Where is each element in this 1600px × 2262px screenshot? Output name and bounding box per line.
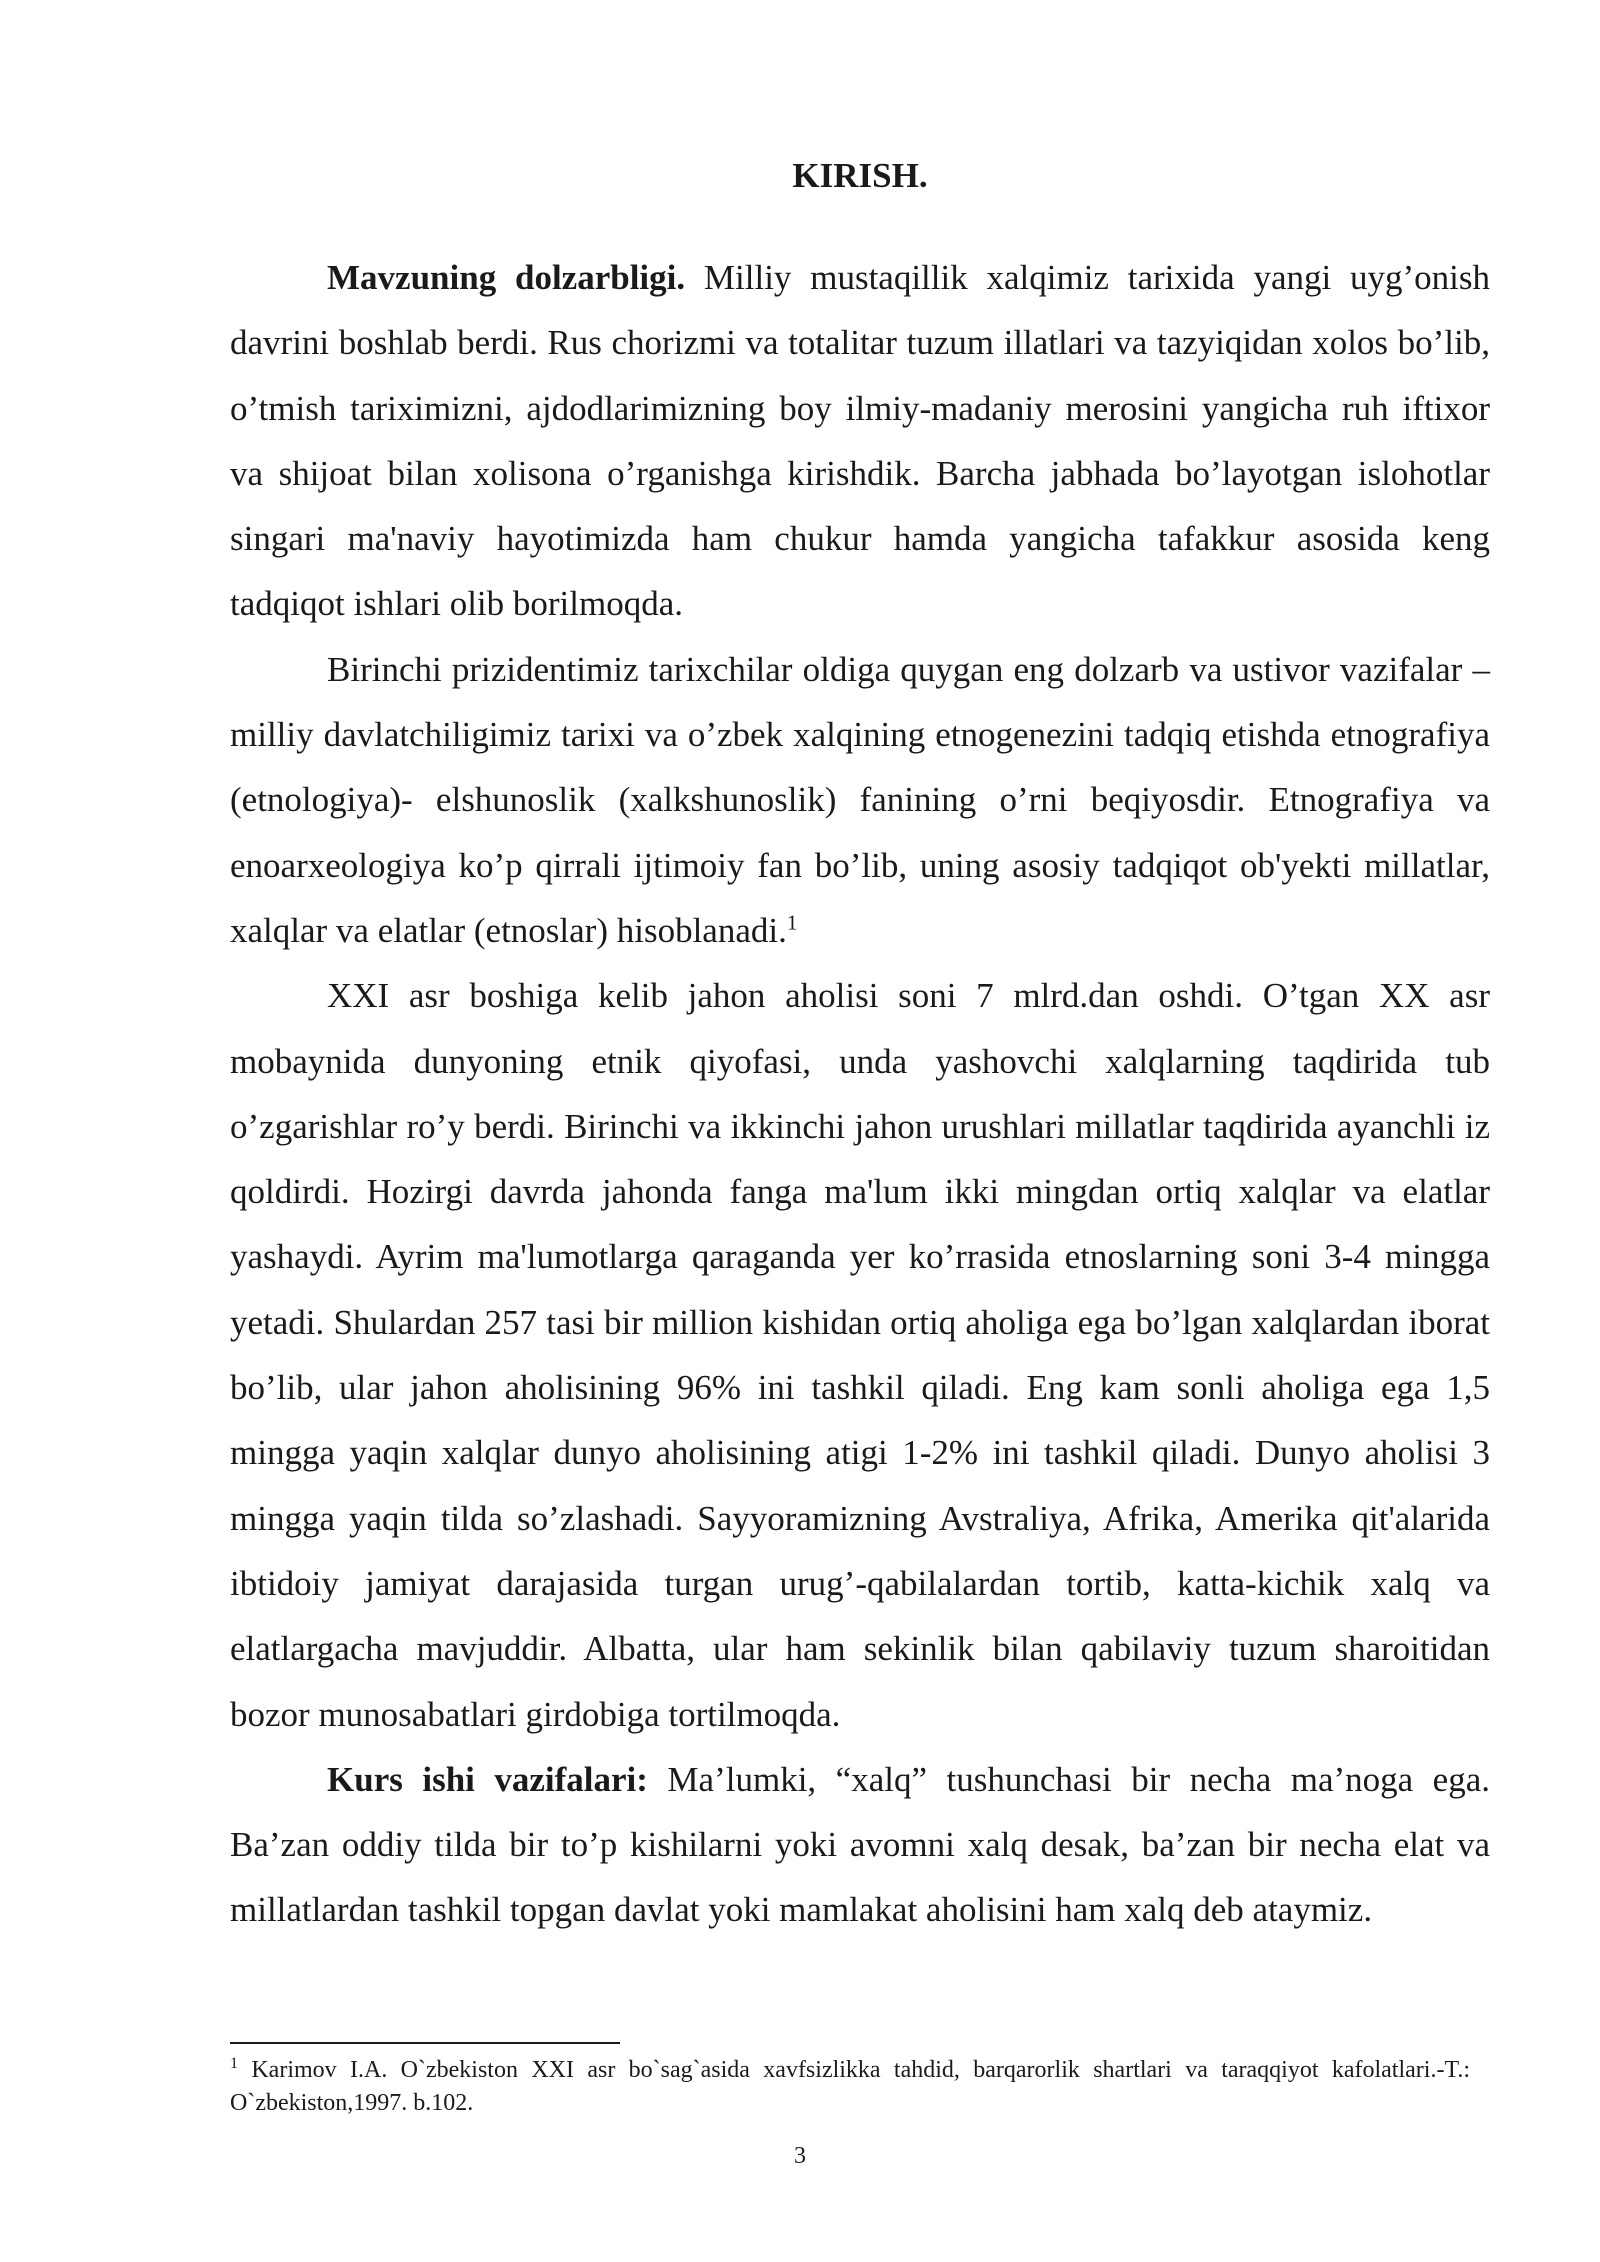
page-number: 3 xyxy=(794,2143,806,2169)
paragraph-relevance xyxy=(230,245,1490,637)
page-title: KIRISH. xyxy=(792,156,928,195)
paragraph-tasks xyxy=(230,1747,1490,1943)
paragraph-ethnography xyxy=(230,637,1490,963)
paragraph-population xyxy=(230,963,1490,1747)
paragraph-text: Milliy mustaqillik xalqimiz tarixida yangi uyg’onish davrini boshlab berdi. Rus chorizmi va totalitar tuzum illatlari va tazyiqidan xolos bo’lib, o’tmish tariximizni, ajdodlarimizning boy ilmiy-madaniy merosini yangicha ruh iftixor va shijoat bilan xolisona o’rganishga kirishdik. Barcha jabhada bo’layotgan islohotlar singari ma'naviy hayotimizda ham chukur hamda yangicha tafakkur asosida keng tadqiqot ishlari olib borilmoqda. xyxy=(230,258,1490,624)
paragraph-lead: Mavzuning dolzarbligi. xyxy=(327,258,686,297)
footnote-marker: 1 xyxy=(230,2055,238,2072)
footnote-text: Karimov I.A. O`zbekiston XXI asr bo`sag`asida xavfsizlikka tahdid, barqarorlik shartlari va taraqqiyot kafolatlari.-T.: O`zbekiston,1997. b.102. xyxy=(230,2057,1470,2116)
footnote-separator xyxy=(230,2042,620,2044)
footnote-reference[interactable]: 1 xyxy=(786,910,798,935)
paragraph-text: XXI asr boshiga kelib jahon aholisi soni 7 mlrd.dan oshdi. O’tgan XX asr mobaynida dunyoning etnik qiyofasi, unda yashovchi xalqlarning taqdirida tub o’zgarishlar ro’y berdi. Birinchi va ikkinchi jahon urushlari millatlar taqdirida ayanchli iz qoldirdi. Hozirgi davrda jahonda fanga ma'lum ikki mingdan ortiq xalqlar va elatlar yashaydi. Ayrim ma'lumotlarga qaraganda yer ko’rrasida etnoslarning soni 3-4 mingga yetadi. Shulardan 257 tasi bir million kishidan ortiq aholiga ega bo’lgan xalqlardan iborat bo’lib, ular jahon aholisining 96% ini tashkil qiladi. Eng kam sonli aholiga ega 1,5 mingga yaqin xalqlar dunyo aholisining atigi 1-2% ini tashkil qiladi. Dunyo aholisi 3 mingga yaqin tilda so’zlashadi. Sayyoramizning Avstraliya, Afrika, Amerika qit'alarida ibtidoiy jamiyat darajasida turgan urug’-qabilalardan tortib, katta-kichik xalq va elatlargacha mavjuddir. Albatta, ular ham sekinlik bilan qabilaviy tuzum sharoitidan bozor munosabatlari girdobiga tortilmoqda. xyxy=(230,976,1490,1734)
body-text xyxy=(230,245,1490,1943)
paragraph-lead: Kurs ishi vazifalari: xyxy=(327,1759,648,1799)
footnote xyxy=(230,2054,1470,2120)
paragraph-text: Ma’lumki, “xalq” tushunchasi bir necha ma’noga ega. Ba’zan oddiy tilda bir to’p kishilarni yoki avomni xalq desak, ba’zan bir necha elat va millatlardan tashkil topgan davlat yoki mamlakat aholisini ham xalq deb ataymiz. xyxy=(230,1759,1490,1930)
paragraph-text: Birinchi prizidentimiz tarixchilar oldiga quygan eng dolzarb va ustivor vazifalar – milliy davlatchiligimiz tarixi va o’zbek xalqining etnogenezini tadqiq etishda etnografiya (etnologiya)- elshunoslik (xalkshunoslik) fanining o’rni beqiyosdir. Etnografiya va enoarxeologiya ko’p qirrali ijtimoiy fan bo’lib, uning asosiy tadqiqot ob'yekti millatlar, xalqlar va elatlar (etnoslar) hisoblanadi. xyxy=(230,649,1490,950)
